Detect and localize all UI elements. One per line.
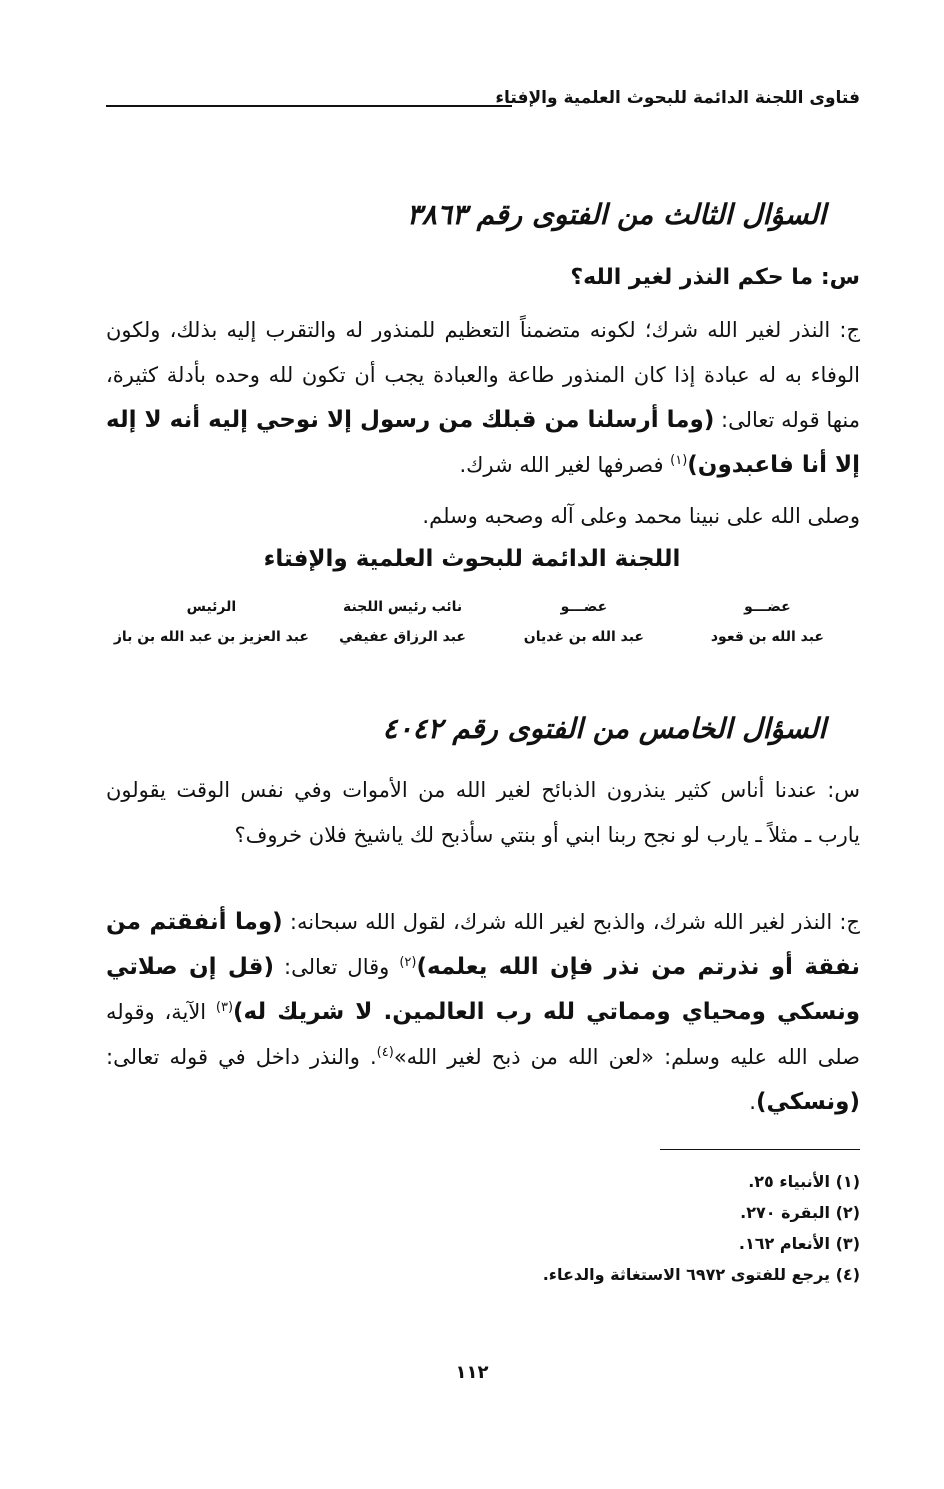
quran-quote: (قل إن صلاتي ونسكي ومحياي ومماتي لله رب العالمين. لا شريك له) xyxy=(106,954,860,1025)
footnote-ref: (١) xyxy=(670,453,688,468)
signature-member xyxy=(114,592,309,652)
answer-part: ج: النذر لغير الله شرك؛ لكونه متضمناً التعظيم للمنذور له والتقرب إليه بذلك، ولكون الوفاء به له عبادة إذا كان المنذور طاعة والعبادة يجب أن تكون لله وحده بأدلة كثيرة، منها قوله تعالى: xyxy=(106,318,860,432)
footnote-ref: (٤) xyxy=(376,1045,394,1060)
header-rule xyxy=(106,105,512,107)
footnotes xyxy=(543,1166,860,1290)
signature-member xyxy=(524,592,644,652)
committee-name: اللجنة الدائمة للبحوث العلمية والإفتاء xyxy=(263,546,681,572)
footnote-item: (٤) يرجع للفتوى ٦٩٧٢ الاستغاثة والدعاء. xyxy=(542,1265,860,1284)
question-text: س: ما حكم النذر لغير الله؟ xyxy=(570,265,860,290)
fatwa-heading: السؤال الخامس من الفتوى رقم ٤٠٤٢ xyxy=(382,712,826,745)
running-header-title: فتاوى اللجنة الدائمة للبحوث العلمية والإفتاء xyxy=(495,88,860,108)
footnote-item: (٣) الأنعام ١٦٢. xyxy=(738,1234,860,1253)
answer-part: . xyxy=(749,1090,756,1114)
footnote-ref: (٣) xyxy=(215,1000,234,1015)
member-name: عبد الرزاق عفيفي xyxy=(339,629,466,645)
footnote-ref: (٢) xyxy=(399,955,417,970)
member-name: عبد العزيز بن عبد الله بن باز xyxy=(113,629,309,645)
signature-member xyxy=(339,592,466,652)
answer-part: فصرفها لغير الله شرك. xyxy=(459,453,671,477)
question-text: س: عندنا أناس كثير ينذرون الذبائح لغير الله من الأموات وفي نفس الوقت يقولون يارب ـ مثلاً ـ يارب لو نجح ربنا ابني أو بنتي سأذبح لك ياشيخ فلان خروف؟ xyxy=(106,778,860,847)
answer-text xyxy=(106,308,860,488)
answer-part: الآية، وقوله صلى الله عليه وسلم: xyxy=(106,1000,861,1069)
answer-part: وقال تعالى: xyxy=(273,955,400,979)
quran-quote: (وما أرسلنا من قبلك من رسول إلا نوحي إليه أنه لا إله إلا أنا فاعبدون) xyxy=(106,407,860,478)
member-role: عضـــو xyxy=(560,599,608,615)
member-role: نائب رئيس اللجنة xyxy=(342,599,463,615)
member-name: عبد الله بن قعود xyxy=(710,629,824,645)
member-name: عبد الله بن غديان xyxy=(523,629,644,645)
footnote-item: (١) الأنبياء ٢٥. xyxy=(748,1172,860,1191)
quran-quote: (ونسكي) xyxy=(755,1089,860,1115)
closing-text: وصلى الله على نبينا محمد وعلى آله وصحبه وسلم. xyxy=(422,504,860,528)
page-number: ١١٢ xyxy=(455,1362,489,1383)
hadith-quote: «لعن الله من ذبح لغير الله» xyxy=(393,1045,654,1069)
running-header xyxy=(106,88,860,118)
footnote-item: (٢) البقرة ٢٧٠. xyxy=(740,1203,860,1222)
member-role: الرئيس xyxy=(186,599,237,615)
member-role: عضـــو xyxy=(744,599,791,615)
quran-quote: (وما أنفقتم من نفقة أو نذرتم من نذر فإن الله يعلمه) xyxy=(106,909,861,980)
answer-text xyxy=(106,900,860,1125)
signature-member xyxy=(711,592,824,652)
answer-part: ج: النذر لغير الله شرك، والذبح لغير الله شرك، لقول الله سبحانه: xyxy=(282,910,860,934)
footnote-rule xyxy=(660,1149,860,1150)
answer-part: . والنذر داخل في قوله تعالى: xyxy=(106,1045,377,1069)
fatwa-heading: السؤال الثالث من الفتوى رقم ٣٨٦٣ xyxy=(406,198,826,231)
